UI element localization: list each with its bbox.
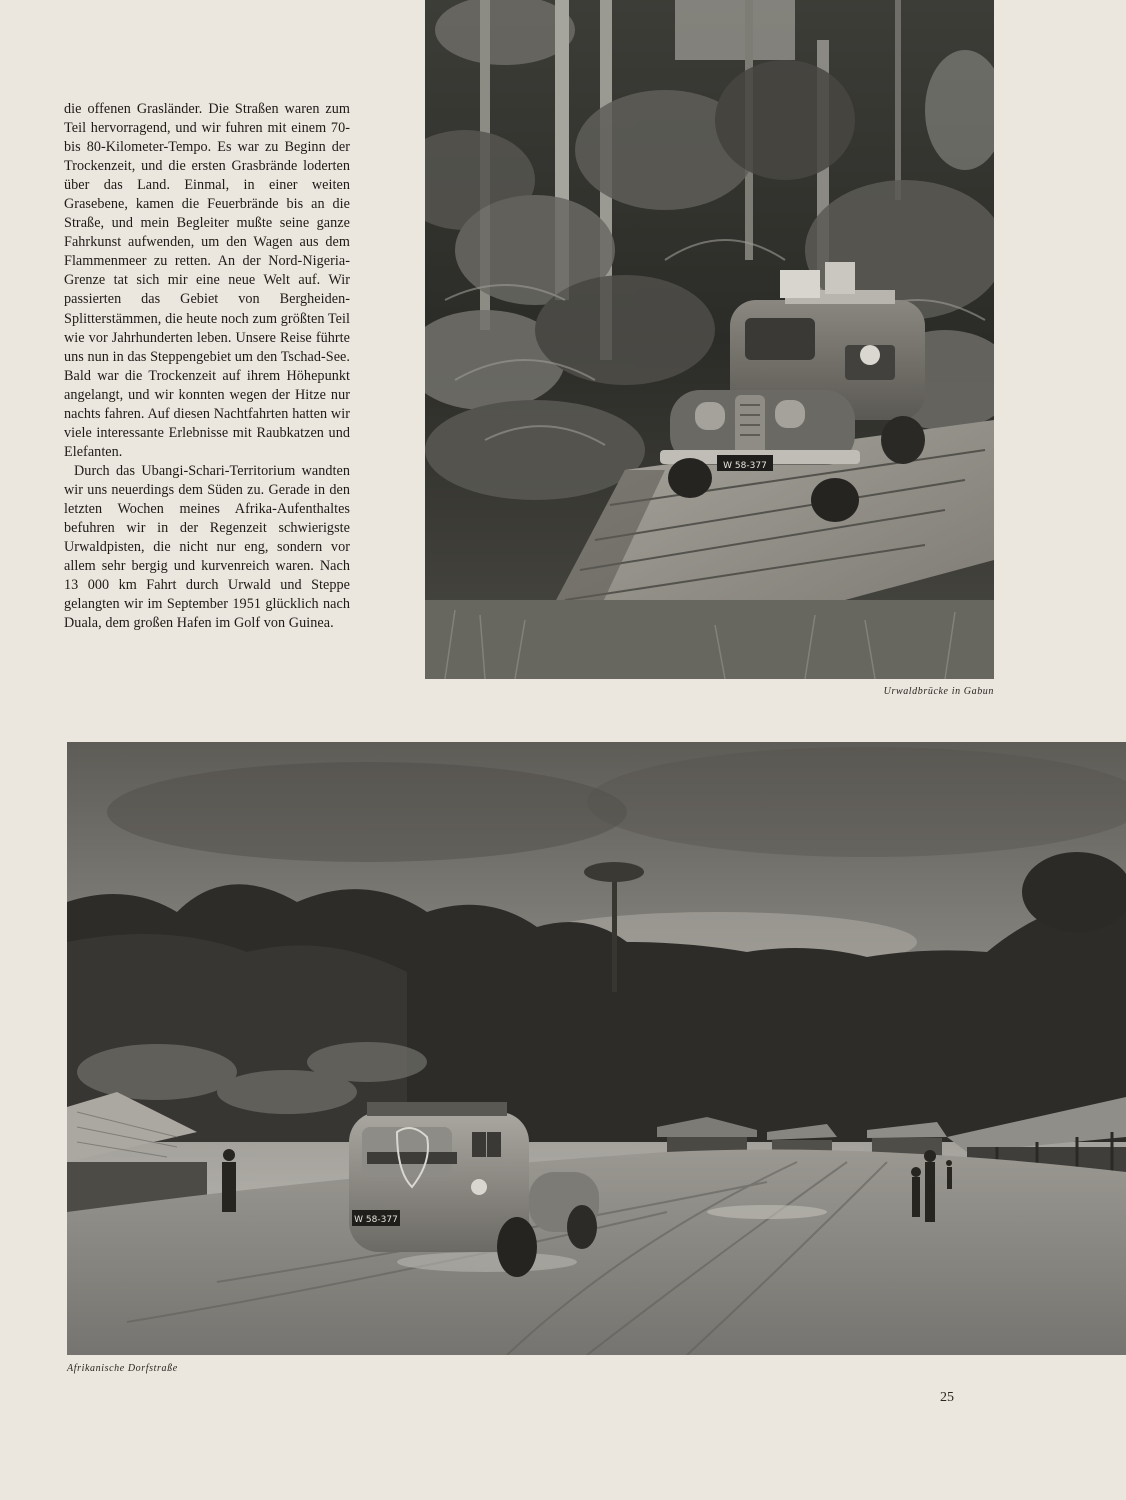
caption-village-road: Afrikanische Dorfstraße	[67, 1363, 178, 1374]
bottom-photo-license-plate: W 58-377	[354, 1215, 398, 1225]
photo-village-road	[67, 742, 1126, 1355]
article-paragraph-1: die offenen Grasländer. Die Straßen waren zum Teil hervorragend, und wir fuhren mit einem 70- bis 80-Kilometer-Tempo. Es war zu Beginn der Trockenzeit, und die ersten Grasbrände loderten über das Land. Einmal, in einer weiten Grasebene, kamen die Feuerbrände bis an die Straße, und mein Begleiter mußte seine ganze Fahrkunst aufwenden, um den Wagen aus dem Flammenmeer zu retten. An der Nord-Nigeria-Grenze tat sich mir eine neue Welt auf. Wir passierten das Gebiet von Bergheiden-Splitterstämmen, die heute noch zum größten Teil wie vor Jahrhunderten leben. Unsere Reise führte uns nun in das Steppengebiet um den Tschad-See. Bald war die Trockenzeit auf ihrem Höhepunkt angelangt, und wir konnten wegen der Hitze nur nachts fahren. Auf diesen Nachtfahrten hatten wir viele interessante Erlebnisse mit Raubkatzen und Elefanten.	[64, 101, 350, 460]
page-number: 25	[940, 1390, 954, 1405]
top-photo-license-plate: W 58-377	[723, 461, 767, 471]
caption-jungle-bridge: Urwaldbrücke in Gabun	[883, 686, 994, 697]
article-paragraph-2: Durch das Ubangi-Schari-Territorium wandten wir uns neuerdings dem Süden zu. Gerade in den letzten Wochen meines Afrika-Aufenthaltes befuhren wir in der Regenzeit schwierigste Urwaldpisten, die nicht nur eng, sondern vor allem sehr bergig und kurvenreich waren. Nach 13 000 km Fahrt durch Urwald und Steppe gelangten wir im September 1951 glücklich nach Duala, dem großen Hafen im Golf von Guinea.	[64, 462, 350, 632]
article-text-column	[64, 100, 350, 633]
photo-jungle-bridge	[425, 0, 994, 679]
